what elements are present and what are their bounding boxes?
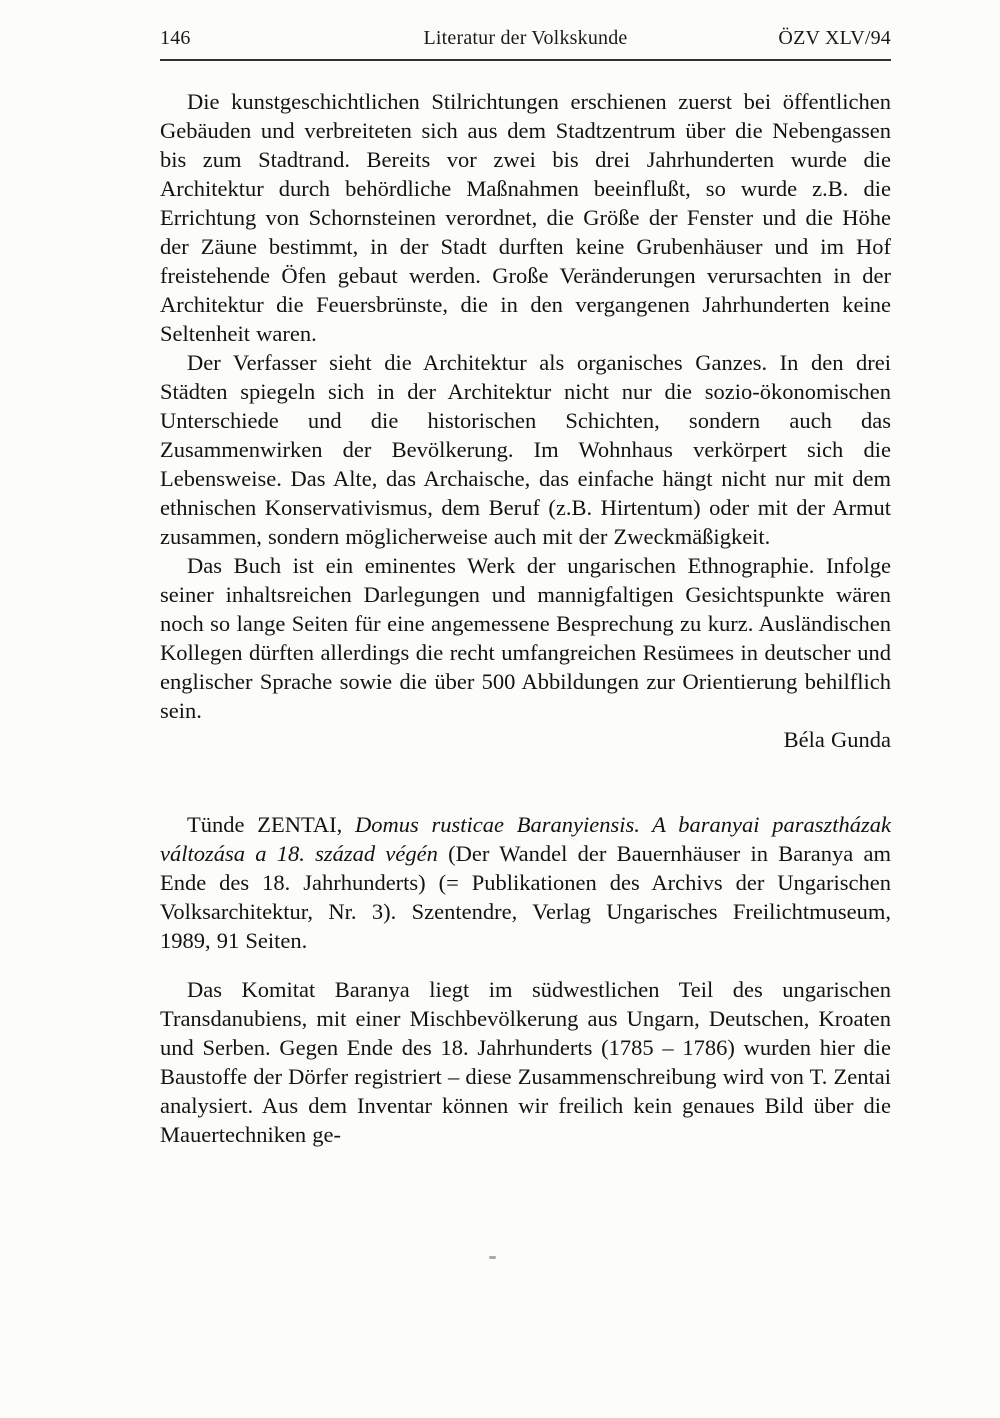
- journal-reference: ÖZV XLV/94: [778, 27, 891, 49]
- review1-signature: Béla Gunda: [783, 727, 891, 752]
- review1-paragraph-1: Die kunstgeschichtlichen Stilrichtungen erschienen zuerst bei öffentlichen Gebäuden und verbreiteten sich aus dem Stadtzentrum über die Nebengassen bis zum Stadtrand. Bereits vor zwei bis drei Jahrhunderten wurde die Architektur durch behördliche Maßnahmen beeinflußt, so wurde z.B. die Errichtung von Schornsteinen verordnet, die Größe der Fenster und die Höhe der Zäune bestimmt, in der Stadt durften keine Grubenhäuser und im Hof freistehende Öfen gebaut werden. Große Veränderungen verursachten in der Architektur die Feuersbrünste, die in den vergangenen Jahrhunderten keine Seltenheit waren.: [160, 89, 891, 346]
- page-body: [160, 87, 891, 1149]
- review1-paragraph-2: Der Verfasser sieht die Architektur als organisches Ganzes. In den drei Städten spiegeln sich in der Architektur nicht nur die sozio-ökonomischen Unterschiede und die historischen Schichten, sondern auch das Zusammenwirken der Bevölkerung. Im Wohnhaus verkörpert sich die Lebensweise. Das Alte, das Archaische, das einfache hängt nicht nur mit dem ethnischen Konservativismus, dem Beruf (z.B. Hirtentum) oder mit der Armut zusammen, sondern möglicherweise auch mit der Zweckmäßigkeit.: [160, 350, 891, 549]
- scan-artifact-speck: [489, 1256, 496, 1259]
- page-number: 146: [160, 27, 191, 49]
- review2-heading-roman-end: (Der Wandel der Bauernhäuser in Baranya am Ende des 18. Jahrhunderts) (= Publikationen des Archivs der Ungarischen Volksarchitektur, Nr. 3). Szentendre, Verlag Ungarisches Freilichtmuseum, 1989, 91 Seiten.: [160, 841, 891, 953]
- review2-heading-roman-start: Tünde ZENTAI,: [187, 812, 356, 837]
- review1-paragraph-3: Das Buch ist ein eminentes Werk der ungarischen Ethnographie. Infolge seiner inhaltsreichen Darlegungen und mannigfaltigen Gesichtspunkte wären noch so lange Seiten für eine angemessene Besprechung zu kurz. Ausländischen Kollegen dürften allerdings die recht umfangreichen Resümees in deutscher und englischer Sprache sowie die über 500 Abbildungen zur Orientierung behilflich sein.: [160, 553, 891, 723]
- page-header: [160, 27, 891, 50]
- header-rule: [160, 59, 891, 61]
- review2-paragraph-1: Das Komitat Baranya liegt im südwestlichen Teil des ungarischen Transdanubiens, mit einer Mischbevölkerung aus Ungarn, Deutschen, Kroaten und Serben. Gegen Ende des 18. Jahrhunderts (1785 – 1786) wurden hier die Baustoffe der Dörfer registriert – diese Zusammenschreibung wird von T. Zentai analysiert. Aus dem Inventar können wir freilich kein genaues Bild über die Mauertechniken ge-: [160, 977, 891, 1147]
- review2-heading-italic-title: Domus rusticae Baranyiensis. A baranyai parasztházak változása a 18. század végén: [160, 812, 892, 866]
- review2-bibliographic-heading: [160, 810, 891, 955]
- running-head: Literatur der Volkskunde: [423, 27, 628, 49]
- text-column: [160, 27, 891, 1149]
